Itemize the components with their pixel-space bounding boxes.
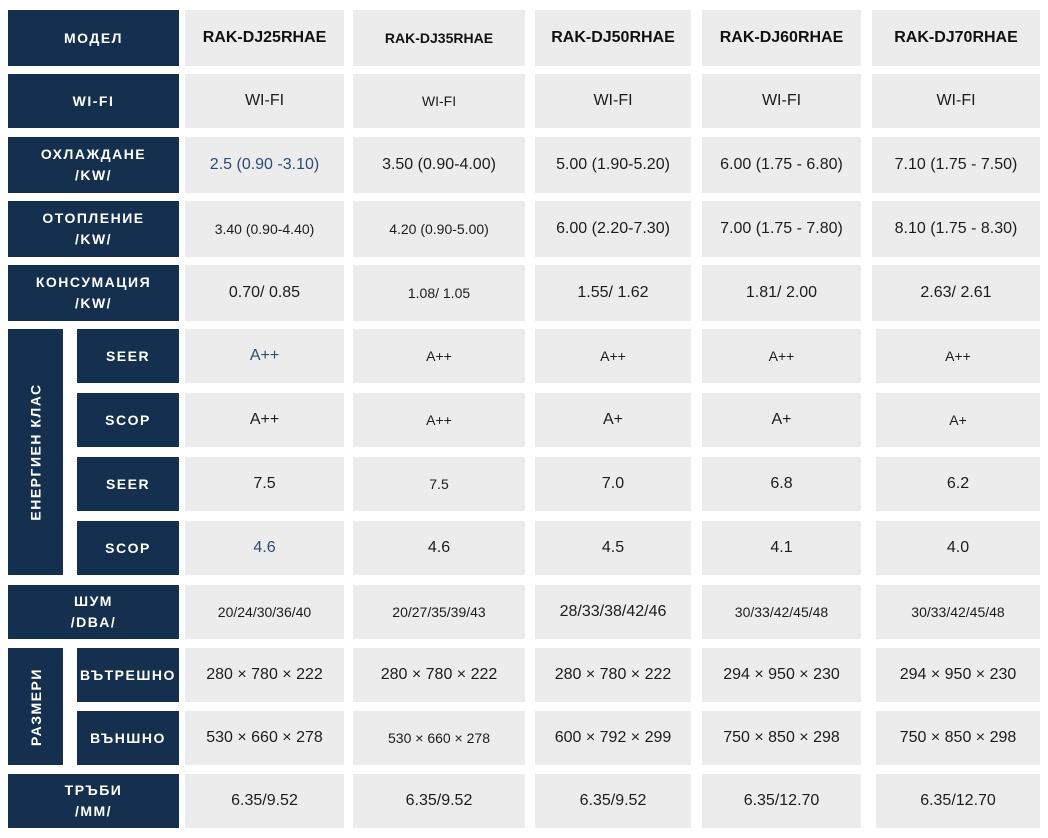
heating-cell-3: 6.00 (2.20-7.30)	[535, 201, 691, 257]
row-label-consumption-line1: КОНСУМАЦИЯ	[35, 274, 152, 290]
scop-class-cell-5: A+	[876, 393, 1040, 447]
noise-cell-4: 30/33/42/45/48	[702, 585, 861, 639]
row-label-indoor-text: ВЪТРЕШНО	[80, 666, 176, 683]
seer-class-cell-2: A++	[353, 329, 525, 383]
outdoor-cell-1: 530 × 660 × 278	[185, 711, 344, 765]
wifi-cell-4: WI-FI	[702, 74, 861, 128]
heating-cell-1: 3.40 (0.90-4.40)	[185, 201, 344, 257]
row-label-noise-line2: /DBA/	[70, 614, 117, 630]
row-label-consumption	[8, 265, 179, 321]
consumption-cell-4: 1.81/ 2.00	[702, 265, 861, 321]
cooling-cell-5: 7.10 (1.75 - 7.50)	[872, 137, 1040, 193]
cooling-cell-3: 5.00 (1.90-5.20)	[535, 137, 691, 193]
seer-class-cell-1: A++	[185, 329, 344, 383]
heating-cell-5: 8.10 (1.75 - 8.30)	[872, 201, 1040, 257]
row-label-seer-class	[77, 329, 179, 383]
pipes-cell-4: 6.35/12.70	[702, 774, 861, 828]
row-label-seer-value-text: SEER	[105, 475, 151, 492]
consumption-cell-2: 1.08/ 1.05	[353, 265, 525, 321]
model-name-5: RAK-DJ70RHAE	[872, 10, 1040, 66]
cooling-cell-1: 2.5 (0.90 -3.10)	[185, 137, 344, 193]
noise-cell-5: 30/33/42/45/48	[876, 585, 1040, 639]
seer-value-cell-2: 7.5	[353, 457, 525, 511]
model-name-4: RAK-DJ60RHAE	[702, 10, 861, 66]
row-label-scop-value	[77, 521, 179, 575]
row-label-seer-class-text: SEER	[105, 347, 151, 364]
row-label-scop-class	[77, 393, 179, 447]
row-label-outdoor	[77, 711, 179, 765]
row-label-indoor	[77, 648, 179, 702]
model-name-3: RAK-DJ50RHAE	[535, 10, 691, 66]
outdoor-cell-5: 750 × 850 × 298	[876, 711, 1040, 765]
row-label-scop-value-text: SCOP	[105, 539, 151, 556]
pipes-cell-5: 6.35/12.70	[876, 774, 1040, 828]
row-label-pipes-line2: /MM/	[74, 803, 113, 819]
row-label-outdoor-text: ВЪНШНО	[90, 729, 166, 746]
row-label-heating-line2: /KW/	[74, 231, 113, 247]
row-label-wifi-text: WI-FI	[72, 92, 115, 109]
wifi-cell-3: WI-FI	[535, 74, 691, 128]
pipes-cell-2: 6.35/9.52	[353, 774, 525, 828]
noise-cell-3: 28/33/38/42/46	[535, 585, 691, 639]
header-label-text: МОДЕЛ	[63, 29, 123, 46]
scop-value-cell-1: 4.6	[185, 521, 344, 575]
indoor-cell-5: 294 × 950 × 230	[876, 648, 1040, 702]
group-label-energy-class	[8, 329, 63, 575]
seer-class-cell-5: A++	[876, 329, 1040, 383]
scop-class-cell-1: A++	[185, 393, 344, 447]
row-label-cooling-line1: ОХЛАЖДАНЕ	[40, 146, 147, 162]
consumption-cell-3: 1.55/ 1.62	[535, 265, 691, 321]
heating-cell-2: 4.20 (0.90-5.00)	[353, 201, 525, 257]
seer-value-cell-1: 7.5	[185, 457, 344, 511]
wifi-cell-1: WI-FI	[185, 74, 344, 128]
scop-class-cell-3: A+	[535, 393, 691, 447]
wifi-cell-5: WI-FI	[872, 74, 1040, 128]
scop-class-cell-4: A+	[702, 393, 861, 447]
seer-value-cell-4: 6.8	[702, 457, 861, 511]
pipes-cell-1: 6.35/9.52	[185, 774, 344, 828]
indoor-cell-4: 294 × 950 × 230	[702, 648, 861, 702]
row-label-pipes-line1: ТРЪБИ	[64, 782, 123, 798]
row-label-heating	[8, 201, 179, 257]
row-label-heating-line1: ОТОПЛЕНИЕ	[42, 210, 145, 226]
group-label-dimensions-text: РАЗМЕРИ	[27, 667, 44, 746]
row-label-noise-line1: ШУМ	[74, 593, 113, 609]
row-label-pipes	[8, 774, 179, 828]
noise-cell-1: 20/24/30/36/40	[185, 585, 344, 639]
row-label-noise	[8, 585, 179, 639]
scop-value-cell-5: 4.0	[876, 521, 1040, 575]
consumption-cell-5: 2.63/ 2.61	[872, 265, 1040, 321]
scop-value-cell-3: 4.5	[535, 521, 691, 575]
row-label-consumption-line2: /KW/	[74, 295, 113, 311]
pipes-cell-3: 6.35/9.52	[535, 774, 691, 828]
scop-value-cell-4: 4.1	[702, 521, 861, 575]
outdoor-cell-4: 750 × 850 × 298	[702, 711, 861, 765]
seer-value-cell-5: 6.2	[876, 457, 1040, 511]
row-label-scop-class-text: SCOP	[105, 411, 151, 428]
row-label-wifi	[8, 74, 179, 128]
seer-value-cell-3: 7.0	[535, 457, 691, 511]
row-label-seer-value	[77, 457, 179, 511]
wifi-cell-2: WI-FI	[353, 74, 525, 128]
scop-class-cell-2: A++	[353, 393, 525, 447]
scop-value-cell-2: 4.6	[353, 521, 525, 575]
row-label-cooling	[8, 137, 179, 193]
indoor-cell-3: 280 × 780 × 222	[535, 648, 691, 702]
header-label	[8, 10, 179, 66]
indoor-cell-2: 280 × 780 × 222	[353, 648, 525, 702]
heating-cell-4: 7.00 (1.75 - 7.80)	[702, 201, 861, 257]
outdoor-cell-3: 600 × 792 × 299	[535, 711, 691, 765]
row-label-cooling-line2: /KW/	[74, 167, 113, 183]
cooling-cell-2: 3.50 (0.90-4.00)	[353, 137, 525, 193]
seer-class-cell-3: A++	[535, 329, 691, 383]
model-name-2: RAK-DJ35RHAE	[353, 10, 525, 66]
group-label-dimensions	[8, 648, 63, 765]
model-name-1: RAK-DJ25RHAE	[185, 10, 344, 66]
noise-cell-2: 20/27/35/39/43	[353, 585, 525, 639]
indoor-cell-1: 280 × 780 × 222	[185, 648, 344, 702]
cooling-cell-4: 6.00 (1.75 - 6.80)	[702, 137, 861, 193]
consumption-cell-1: 0.70/ 0.85	[185, 265, 344, 321]
group-label-energy-class-text: ЕНЕРГИЕН КЛАС	[27, 383, 44, 521]
outdoor-cell-2: 530 × 660 × 278	[353, 711, 525, 765]
seer-class-cell-4: A++	[702, 329, 861, 383]
